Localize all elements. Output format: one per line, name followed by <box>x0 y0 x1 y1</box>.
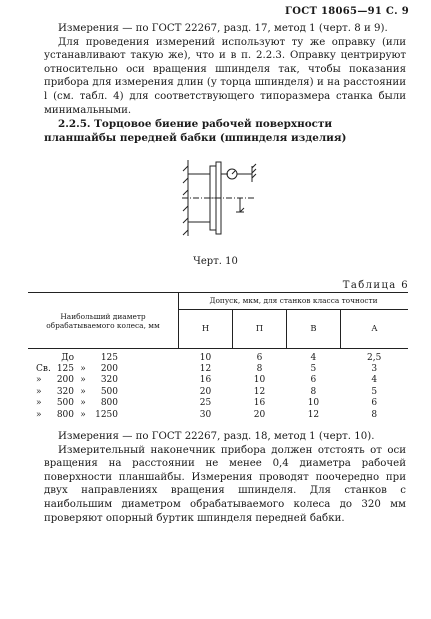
intro-measurement-line: Измерения — по ГОСТ 22267, разд. 17, метод 1 (черт. 8 и 9). <box>58 23 388 34</box>
header-tolerance: Допуск, мкм, для станков класса точности <box>179 293 409 310</box>
header-class-p: П <box>232 310 286 349</box>
table-caption: Таблица 6 <box>342 280 409 291</box>
table-row: » 500 » 800 25 16 10 6 <box>36 398 378 409</box>
header-class-v: В <box>286 310 340 349</box>
page-header: ГОСТ 18065—91 С. 9 <box>285 6 409 17</box>
header-class-h: Н <box>179 310 233 349</box>
table-row: До 125 10 6 4 2,5 <box>61 352 382 363</box>
figure-caption: Черт. 10 <box>193 256 238 267</box>
intro-block <box>44 22 406 117</box>
tolerance-table <box>28 292 408 424</box>
table-row: » 800 » 1250 30 20 12 8 <box>36 409 378 420</box>
outro-paragraph: Измерительный наконечник прибора должен отстоять от оси вращения на расстоянии не менее 0,4 диаметра рабочей поверхности планшайбы. Измерения проводят поочередно при двух направлениях вращения шпинделя. Для станков с наибольшим диаметром обрабатываемого колеса до 320 мм проверяют опорный буртик шпинделя передней бабки. <box>44 444 406 524</box>
intro-paragraph: Для проведения измерений используют ту же оправку (или устанавливают такую же), что и в п. 2.2.3. Оправку центрируют относительно оси вращения шпинделя так, чтобы показания прибора для измерения длин (у торца шпинделя) и на расстоянии l (см. табл. 4) для соответствующего типоразмера станка были минимальными. <box>44 36 406 116</box>
outro-block <box>44 430 406 525</box>
table-row: Св. 125 » 200 12 8 5 3 <box>36 363 378 374</box>
outro-measurement-line: Измерения — по ГОСТ 22267, разд. 18, метод 1 (черт. 10). <box>58 431 375 442</box>
section-title: 2.2.5. Торцовое биение рабочей поверхности планшайбы передней бабки (шпинделя изделия) <box>44 118 347 144</box>
table-row: » 320 » 500 20 12 8 5 <box>36 386 378 397</box>
header-diameter: Наибольший диаметр обрабатываемого колеса, мм <box>28 293 179 349</box>
header-class-a: А <box>340 310 408 349</box>
table-row: » 200 » 320 16 10 6 4 <box>36 375 378 386</box>
figure-10-diagram <box>180 152 270 244</box>
